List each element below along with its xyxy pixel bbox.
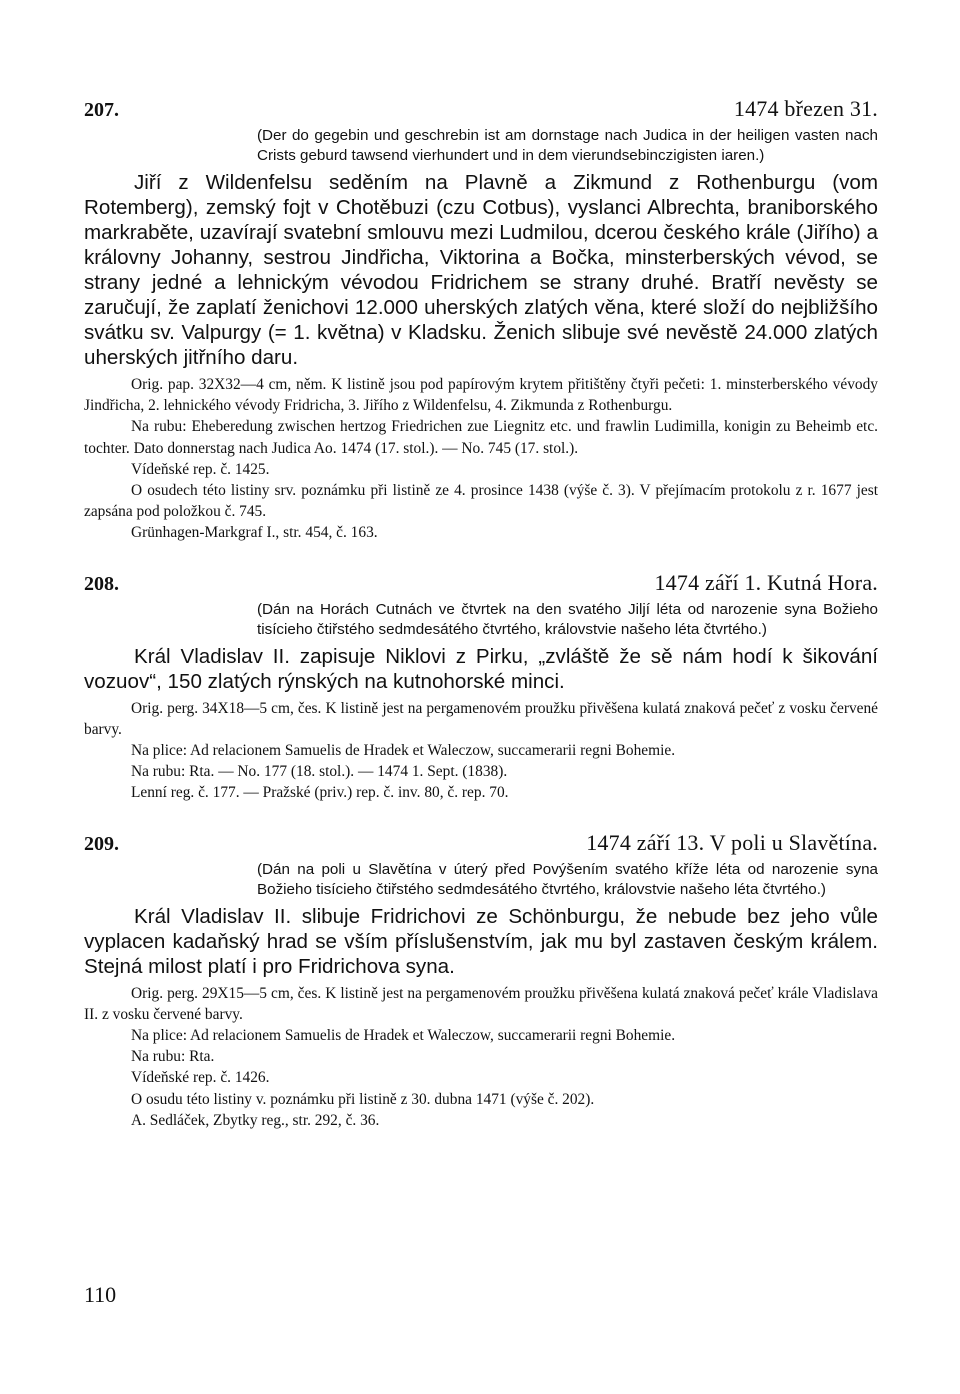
note-paragraph: Grünhagen-Markgraf I., str. 454, č. 163. bbox=[131, 524, 378, 542]
note-paragraph: Lenní reg. č. 177. — Pražské (priv.) rep. č. inv. 80, č. rep. 70. bbox=[131, 784, 509, 802]
note-paragraph: Na rubu: Rta. — No. 177 (18. stol.). — 1474 1. Sept. (1838). bbox=[131, 763, 508, 781]
entry-number: 209. bbox=[84, 832, 119, 855]
original-dating: (Dán na Horách Cutnách ve čtvrtek na den svatého Jiljí léta od narozenie syna Božieho tisícieho čtiřstého sedmdesátého čtvrtého, královstvie našeho léta čtvrtého.) bbox=[257, 600, 878, 638]
entry-heading bbox=[84, 830, 878, 860]
original-dating: (Dán na poli u Slavětína v úterý před Povýšením svatého kříže léta od narozenie syna Božieho tisícieho čtiřstého sedmdesátého čtvrtého, královstvie našeho léta čtvrtého.) bbox=[257, 860, 878, 898]
note-paragraph: O osudech této listiny srv. poznámku při listině ze 4. prosince 1438 (výše č. 3). V přejímacím protokolu z r. 1677 jest zapsána pod položkou č. 745. bbox=[84, 482, 878, 521]
entry-date: 1474 září 1. Kutná Hora. bbox=[654, 569, 878, 595]
note-paragraph: Na rubu: Eheberedung zwischen hertzog Friedrichen zue Liegnitz etc. und frawlin Ludimilla, konigin zu Beheimb etc. tochter. Dato donnerstag nach Judica Ao. 1474 (17. stol.). — No. 745 (17. stol.). bbox=[84, 418, 878, 457]
regest-text: Král Vladislav II. zapisuje Niklovi z Pirku, „zvláště že sě nám hodí k šikování vozuov“, 150 zlatých rýnských na kutnohorské minci. bbox=[84, 644, 878, 693]
regest-text: Král Vladislav II. slibuje Fridrichovi ze Schönburgu, že nebude bez jeho vůle vyplacen kadaňský hrad se vším příslušenstvím, jak mu byl zastaven českým králem. Stejná milost platí i pro Fridrichova syna. bbox=[84, 904, 878, 978]
entry-date: 1474 březen 31. bbox=[733, 96, 878, 121]
note-paragraph: Vídeňské rep. č. 1425. bbox=[131, 460, 270, 478]
regest-text: Jiří z Wildenfelsu seděním na Plavně a Zikmund z Rothenburgu (vom Rotemberg), zemský fojt v Chotěbuzi (czu Cotbus), vyslanci Albrechta, braniborského markraběte, uzavírají svatební smlouvu mezi Ludmilou, dcerou českého krále (Jiřího) a královny Johanny, sestrou Jindřicha, Viktorina a Bočka, minsterberských vévod, se strany jedné a lehnickým vévodou Fridrichem se strany druhé. Bratří nevěsty se zaručují, že zaplatí ženichovi 12.000 uherských zlatých věna, které složí do nejbližšího svátku sv. Valpurgy (= 1. května) v Kladsku. Ženich slibuje své nevěstě 24.000 zlatých uherských jitřního daru. bbox=[84, 171, 878, 369]
note-paragraph: Na plice: Ad relacionem Samuelis de Hradek et Waleczow, succamerarii regni Bohemie. bbox=[131, 1027, 676, 1045]
entry-208 bbox=[84, 570, 878, 804]
entry-207 bbox=[84, 96, 878, 544]
note-paragraph: A. Sedláček, Zbytky reg., str. 292, č. 36. bbox=[131, 1111, 380, 1129]
original-dating: (Der do gegebin und geschrebin ist am dornstage nach Judica in der heiligen vasten nach Crists geburd tawsend vierhundert und in dem vierundsebinczigisten iaren.) bbox=[257, 127, 878, 164]
entry-209 bbox=[84, 830, 878, 1131]
entry-number: 208. bbox=[84, 572, 119, 595]
entry-heading bbox=[84, 570, 878, 600]
note-paragraph: Na plice: Ad relacionem Samuelis de Hradek et Waleczow, succamerarii regni Bohemie. bbox=[131, 742, 676, 760]
note-paragraph: O osudu této listiny v. poznámku při listině z 30. dubna 1471 (výše č. 202). bbox=[131, 1090, 595, 1108]
entry-number: 207. bbox=[84, 99, 119, 121]
entry-date: 1474 září 13. V poli u Slavětína. bbox=[586, 829, 878, 855]
entry-heading bbox=[84, 96, 878, 126]
note-paragraph: Na rubu: Rta. bbox=[131, 1048, 215, 1066]
note-paragraph: Orig. perg. 29X15—5 cm, čes. K listině jest na pergamenovém proužku přivěšena kulatá znaková pečeť krále Vladislava II. z vosku červené barvy. bbox=[84, 984, 878, 1023]
note-paragraph: Orig. perg. 34X18—5 cm, čes. K listině jest na pergamenovém proužku přivěšena kulatá znaková pečeť z vosku červené barvy. bbox=[84, 699, 878, 738]
page-number: 110 bbox=[84, 1282, 117, 1307]
document-page bbox=[84, 96, 878, 1131]
note-paragraph: Orig. pap. 32X32—4 cm, něm. K listině jsou pod papírovým krytem přitištěny čtyři pečeti: 1. minsterberského vévody Jindřicha, 2. lehnického vévody Fridricha, 3. Jiřího z Wildenfelsu, 4. Zikmunda z Rothenburgu. bbox=[84, 376, 878, 415]
note-paragraph: Vídeňské rep. č. 1426. bbox=[131, 1069, 270, 1087]
